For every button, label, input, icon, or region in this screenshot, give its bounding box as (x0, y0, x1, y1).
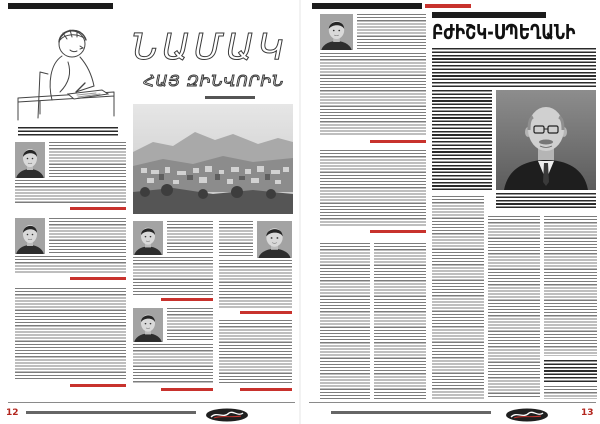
issue-date-strip (425, 4, 471, 8)
letter-text (219, 320, 292, 384)
letter-text (133, 257, 213, 295)
letter-text (320, 53, 426, 136)
letter-text (167, 221, 213, 255)
page-title: ՆԱՄԱԿ (131, 27, 289, 68)
letter-text (133, 344, 213, 384)
issue-header-strip (8, 3, 113, 9)
letter-text (167, 308, 213, 342)
footer-rule (309, 402, 596, 403)
drawing-caption (18, 127, 118, 136)
page-subtitle: ՀԱՅ ԶԻՆՎՈՐԻՆ (143, 72, 285, 90)
byline (205, 96, 255, 99)
letter-signature (70, 277, 126, 280)
letter-signature (70, 384, 126, 387)
letter-signature (70, 207, 126, 210)
article-column (432, 196, 484, 399)
pull-quote (544, 360, 597, 382)
article-column (488, 216, 540, 399)
child-photo (320, 14, 353, 50)
article-column (320, 243, 370, 399)
left-page (0, 0, 299, 424)
article-column (374, 243, 426, 399)
footer-text (331, 411, 491, 414)
letter-signature (240, 388, 292, 391)
article-column (544, 386, 597, 399)
page-number: 12 (6, 408, 19, 418)
photo-caption (496, 193, 596, 210)
child-photo (133, 221, 163, 255)
footer-rule (8, 402, 295, 403)
letter-text (219, 260, 292, 308)
article-column (544, 216, 597, 356)
letter-text (49, 142, 126, 178)
child-photo (15, 142, 45, 178)
letter-text (15, 288, 126, 380)
letter-signature (240, 311, 292, 314)
page-number: 13 (581, 408, 594, 418)
issue-header-strip (312, 3, 422, 9)
footer-text (26, 411, 196, 414)
article-lead (432, 90, 492, 191)
letter-text (320, 150, 426, 226)
article-title: ԲԺԻՇԿ-ՍՊԵՂԱՆԻ (432, 20, 576, 44)
newspaper-logo (205, 407, 249, 421)
doctor-portrait-photo (496, 90, 596, 190)
letter-text (357, 14, 426, 50)
landscape-photo (133, 104, 293, 214)
letter-signature (370, 230, 426, 233)
child-photo (133, 308, 163, 342)
newspaper-logo (505, 407, 549, 421)
letter-signature (161, 388, 213, 391)
letter-signature (161, 298, 213, 301)
article-lead (432, 48, 596, 87)
right-page (301, 0, 600, 424)
letter-text (219, 221, 253, 257)
letter-signature (370, 140, 426, 143)
letter-text (15, 180, 126, 204)
child-writing-drawing (10, 14, 120, 124)
section-header-strip (432, 12, 546, 18)
letter-text (49, 218, 126, 254)
child-photo (257, 221, 292, 258)
letter-text (15, 256, 126, 274)
child-photo (15, 218, 45, 254)
